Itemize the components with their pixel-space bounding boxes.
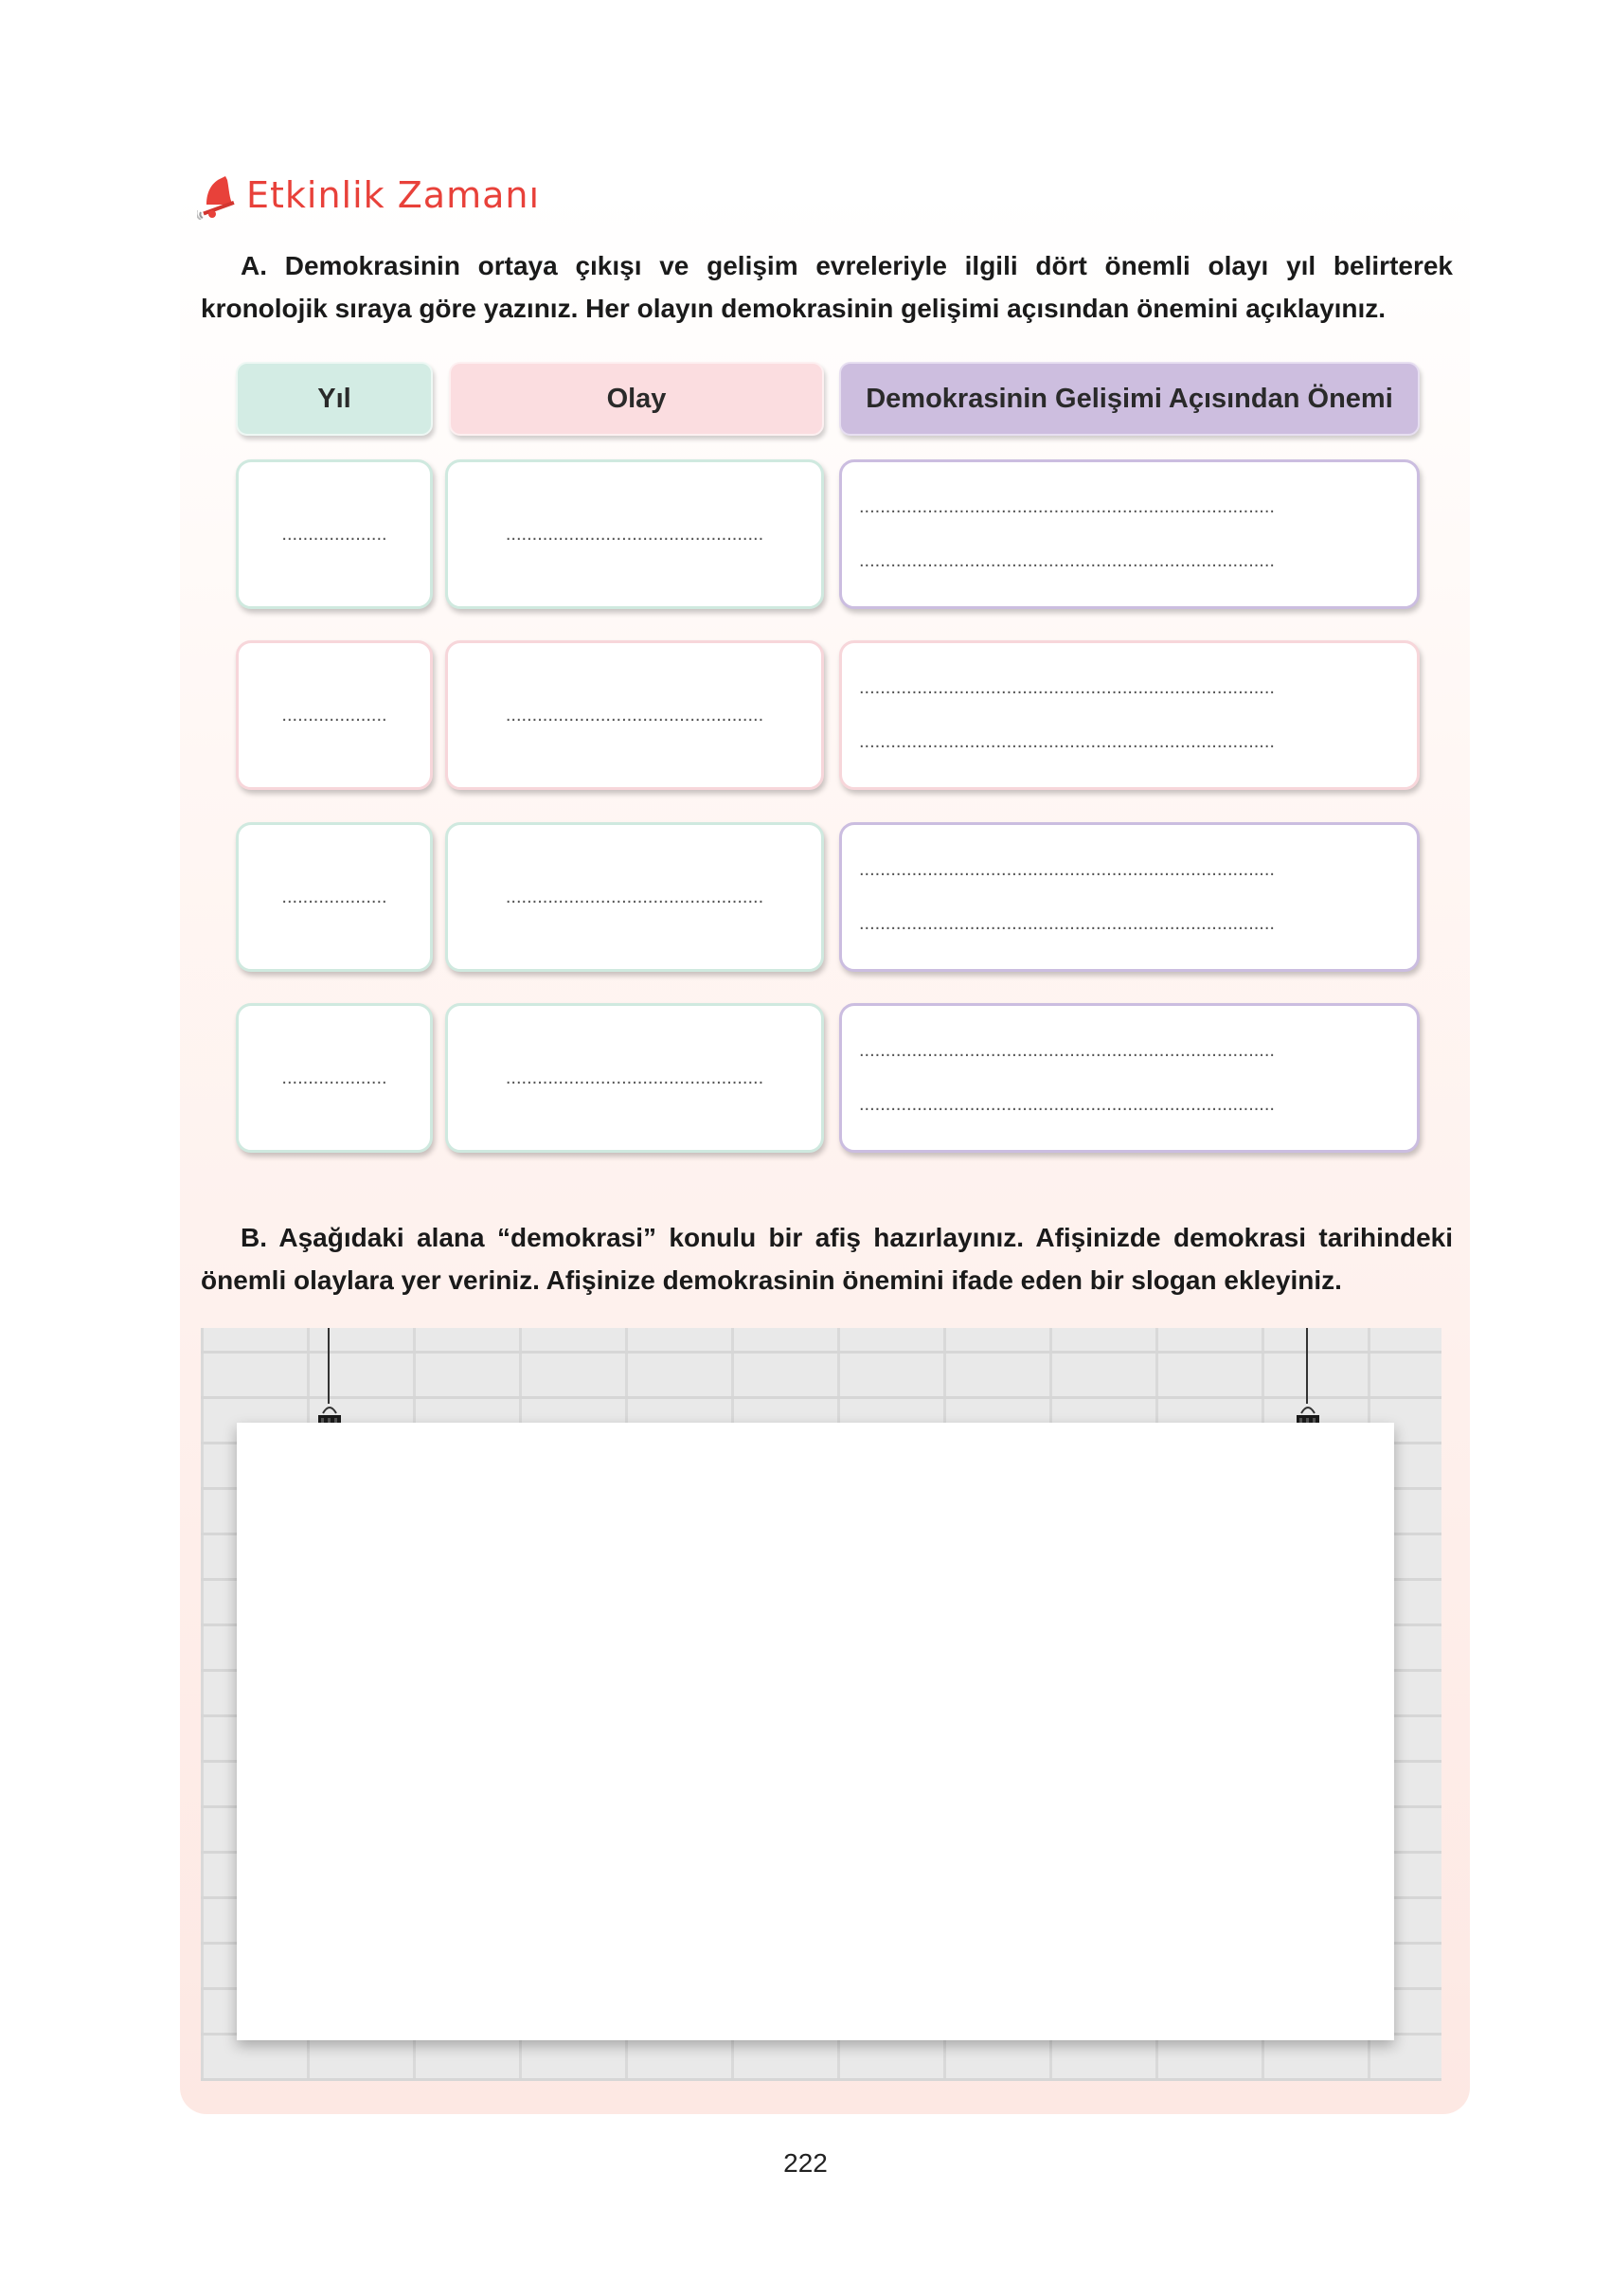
header-importance [839,362,1420,436]
hanging-string-right [1306,1328,1308,1404]
importance-blank-3a: ............................................................................... [859,859,1275,880]
importance-cell-3[interactable] [839,822,1420,972]
page-number: 222 [783,2148,828,2178]
importance-blank-2a: ............................................................................... [859,677,1275,698]
header-importance-label: Demokrasinin Gelişimi Açısından Önemi [866,383,1393,414]
section-b-instructions [201,1216,1453,1301]
event-cell-3[interactable] [445,822,824,972]
section-a-label: A. [241,251,267,280]
importance-cell-2[interactable] [839,640,1420,790]
event-cell-2[interactable] [445,640,824,790]
year-blank-1: .................... [281,523,387,545]
event-blank-3: ................................................. [505,886,764,907]
event-cell-4[interactable] [445,1003,824,1153]
hanging-string-left [328,1328,330,1404]
year-blank-3: .................... [281,886,387,907]
year-blank-4: .................... [281,1067,387,1088]
poster-drawing-area[interactable] [237,1423,1394,2040]
year-cell-1[interactable] [236,459,433,609]
section-b-text: Aşağıdaki alana “demokrasi” konulu bir afiş hazırlayınız. Afişinizde demokrasi tarihindeki önemli olaylara yer veriniz. Afişinize demokrasinin önemini ifade eden bir slogan ekleyiniz. [201,1223,1453,1295]
importance-blank-3b: ............................................................................... [859,913,1275,934]
year-cell-4[interactable] [236,1003,433,1153]
section-a-instructions [201,244,1453,330]
importance-cell-4[interactable] [839,1003,1420,1153]
importance-blank-4b: ............................................................................... [859,1094,1275,1115]
header-event-label: Olay [606,383,667,414]
bell-icon [197,170,239,220]
section-a-text: Demokrasinin ortaya çıkışı ve gelişim evreleriyle ilgili dört önemli olayı yıl belirterek kronolojik sıraya göre yazınız. Her olayın demokrasinin gelişimi açısından önemini açıklayınız. [201,251,1454,323]
header-year-label: Yıl [317,383,351,414]
section-b-label: B. [241,1223,267,1252]
importance-blank-1b: ............................................................................... [859,550,1275,571]
year-cell-2[interactable] [236,640,433,790]
event-blank-4: ................................................. [505,1067,764,1088]
header-event [449,362,824,436]
year-cell-3[interactable] [236,822,433,972]
event-cell-1[interactable] [445,459,824,609]
importance-blank-4a: ............................................................................... [859,1040,1275,1061]
activity-heading [197,169,540,222]
importance-blank-2b: ............................................................................... [859,731,1275,752]
event-blank-2: ................................................. [505,704,764,726]
importance-cell-1[interactable] [839,459,1420,609]
activity-title: Etkinlik Zamanı [246,174,541,216]
year-blank-2: .................... [281,704,387,726]
importance-blank-1a: ............................................................................... [859,496,1275,517]
header-year [236,362,433,436]
event-blank-1: ................................................. [505,523,764,545]
